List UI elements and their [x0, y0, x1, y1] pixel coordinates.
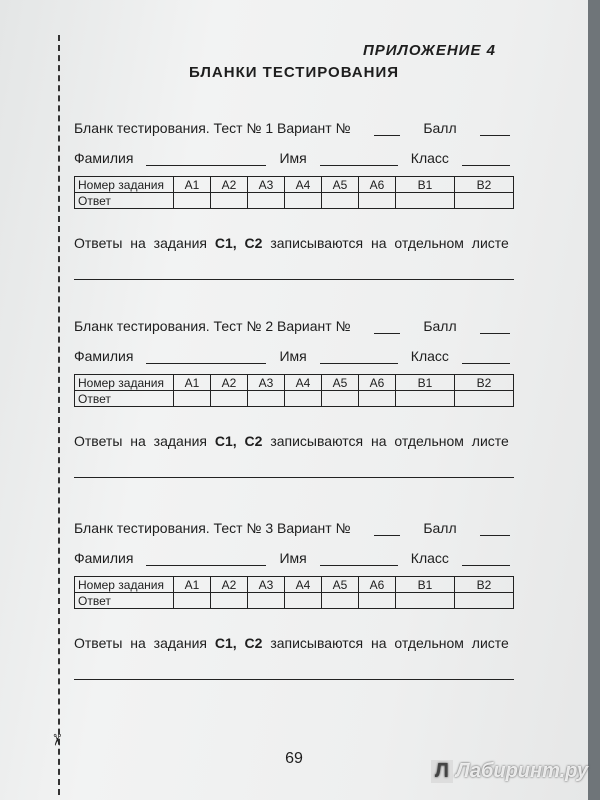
- class-field[interactable]: [462, 153, 510, 166]
- task-number-label: Номер задания: [75, 177, 174, 193]
- surname-field[interactable]: [146, 153, 266, 166]
- test-form-3: [74, 520, 514, 680]
- surname-field[interactable]: [146, 553, 266, 566]
- answers-note: [74, 231, 514, 255]
- name-label: Имя: [279, 550, 307, 566]
- col-a6: A6: [359, 577, 396, 593]
- name-label: Имя: [279, 348, 307, 364]
- scissors-icon: ✂: [47, 733, 65, 747]
- answer-grid: [74, 576, 514, 609]
- test-form-1: [74, 120, 514, 280]
- answers-note: [74, 631, 514, 655]
- separator-line: [74, 679, 514, 680]
- col-a2: A2: [211, 577, 248, 593]
- watermark: [431, 760, 588, 783]
- answers-rest: записываются на отдельном листе: [270, 635, 509, 651]
- answers-text: Ответы на задания: [74, 635, 207, 651]
- col-a5: A5: [322, 577, 359, 593]
- answers-text: Ответы на задания: [74, 235, 207, 251]
- answer-cell[interactable]: [455, 391, 514, 407]
- col-a1: A1: [174, 177, 211, 193]
- name-label: Имя: [279, 150, 307, 166]
- col-a1: A1: [174, 375, 211, 391]
- answer-grid: [74, 374, 514, 407]
- page-title: БЛАНКИ ТЕСТИРОВАНИЯ: [188, 64, 400, 81]
- answer-cell[interactable]: [359, 593, 396, 609]
- answer-grid: [74, 176, 514, 209]
- surname-label: Фамилия: [74, 150, 134, 166]
- name-field[interactable]: [320, 153, 398, 166]
- answer-cell[interactable]: [211, 391, 248, 407]
- test-form-2: [74, 318, 514, 478]
- col-b2: B2: [455, 177, 514, 193]
- answer-cell[interactable]: [322, 391, 359, 407]
- surname-field[interactable]: [146, 351, 266, 364]
- separator-line: [74, 477, 514, 478]
- answer-cell[interactable]: [396, 391, 455, 407]
- score-label: Балл: [423, 318, 457, 334]
- class-field[interactable]: [462, 351, 510, 364]
- appendix-label: ПРИЛОЖЕНИЕ 4: [362, 42, 496, 59]
- col-a5: A5: [322, 177, 359, 193]
- name-field[interactable]: [320, 351, 398, 364]
- answers-rest: записываются на отдельном листе: [270, 433, 509, 449]
- col-a3: A3: [248, 177, 285, 193]
- col-a2: A2: [211, 177, 248, 193]
- col-a2: A2: [211, 375, 248, 391]
- answer-cell[interactable]: [396, 593, 455, 609]
- variant-field[interactable]: [374, 123, 400, 136]
- answer-cell[interactable]: [455, 193, 514, 209]
- col-a4: A4: [285, 375, 322, 391]
- class-label: Класс: [410, 348, 449, 364]
- variant-field[interactable]: [374, 321, 400, 334]
- answer-cell[interactable]: [174, 193, 211, 209]
- col-a1: A1: [174, 577, 211, 593]
- page-number: 69: [285, 750, 303, 767]
- name-field[interactable]: [320, 553, 398, 566]
- watermark-text: Лабиринт.ру: [455, 760, 588, 782]
- col-b1: B1: [396, 375, 455, 391]
- answer-cell[interactable]: [285, 391, 322, 407]
- watermark-logo-icon: Л: [431, 760, 453, 783]
- score-field[interactable]: [480, 523, 510, 536]
- col-a5: A5: [322, 375, 359, 391]
- answer-cell[interactable]: [248, 593, 285, 609]
- col-b1: B1: [396, 577, 455, 593]
- form-header: Бланк тестирования. Тест № 2 Вариант №: [74, 318, 351, 334]
- col-a6: A6: [359, 177, 396, 193]
- separator-line: [74, 279, 514, 280]
- answers-bold: C1, C2: [214, 433, 263, 449]
- answers-bold: C1, C2: [214, 635, 263, 651]
- cut-line: [58, 35, 60, 795]
- answer-cell[interactable]: [211, 593, 248, 609]
- col-b2: B2: [455, 577, 514, 593]
- answer-cell[interactable]: [211, 193, 248, 209]
- col-a4: A4: [285, 577, 322, 593]
- task-number-label: Номер задания: [75, 577, 174, 593]
- answer-cell[interactable]: [248, 193, 285, 209]
- col-a3: A3: [248, 375, 285, 391]
- answer-cell[interactable]: [322, 193, 359, 209]
- answers-note: [74, 429, 514, 453]
- score-label: Балл: [423, 520, 457, 536]
- form-header: Бланк тестирования. Тест № 3 Вариант №: [74, 520, 351, 536]
- answer-label: Ответ: [75, 193, 174, 209]
- surname-label: Фамилия: [74, 550, 134, 566]
- answers-bold: C1, C2: [214, 235, 263, 251]
- answers-rest: записываются на отдельном листе: [270, 235, 509, 251]
- col-b1: B1: [396, 177, 455, 193]
- score-label: Балл: [423, 120, 457, 136]
- answer-cell[interactable]: [248, 391, 285, 407]
- task-number-label: Номер задания: [75, 375, 174, 391]
- answer-cell[interactable]: [285, 193, 322, 209]
- surname-label: Фамилия: [74, 348, 134, 364]
- col-a6: A6: [359, 375, 396, 391]
- answer-cell[interactable]: [359, 391, 396, 407]
- answer-label: Ответ: [75, 593, 174, 609]
- answer-cell[interactable]: [285, 593, 322, 609]
- answer-cell[interactable]: [396, 193, 455, 209]
- class-label: Класс: [410, 150, 449, 166]
- col-a4: A4: [285, 177, 322, 193]
- col-a3: A3: [248, 577, 285, 593]
- score-field[interactable]: [480, 123, 510, 136]
- answer-cell[interactable]: [174, 593, 211, 609]
- answer-cell[interactable]: [322, 593, 359, 609]
- answer-cell[interactable]: [359, 193, 396, 209]
- class-field[interactable]: [462, 553, 510, 566]
- form-header: Бланк тестирования. Тест № 1 Вариант №: [74, 120, 351, 136]
- answer-cell[interactable]: [455, 593, 514, 609]
- score-field[interactable]: [480, 321, 510, 334]
- class-label: Класс: [410, 550, 449, 566]
- answer-label: Ответ: [75, 391, 174, 407]
- col-b2: B2: [455, 375, 514, 391]
- answer-cell[interactable]: [174, 391, 211, 407]
- variant-field[interactable]: [374, 523, 400, 536]
- answers-text: Ответы на задания: [74, 433, 207, 449]
